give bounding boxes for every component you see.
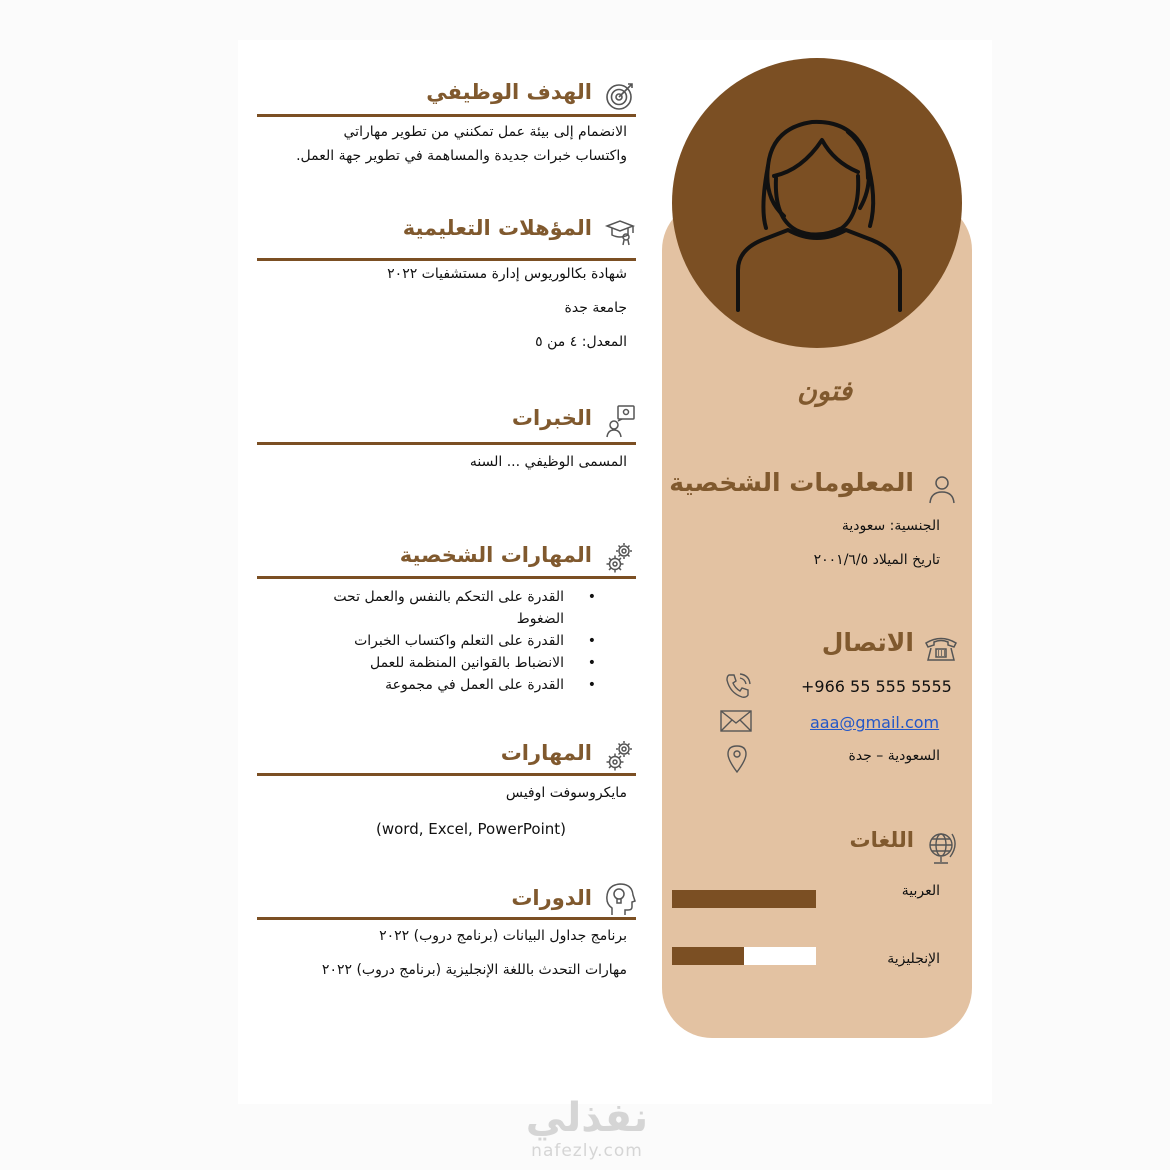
profile-name: فتون [797, 376, 852, 407]
phone-icon [724, 672, 752, 700]
language-bar-english [672, 947, 816, 965]
courses-rule [257, 917, 636, 920]
personal-skills-rule [257, 576, 636, 579]
education-title: المؤهلات التعليمية [402, 216, 592, 240]
watermark-arabic: نفذلي [525, 1095, 649, 1141]
gears-icon [606, 542, 634, 574]
avatar [672, 58, 962, 348]
objective-rule [257, 114, 636, 117]
skills-line-1: مايكروسوفت اوفيس [505, 785, 627, 801]
experience-line: المسمى الوظيفي ... السنه [469, 454, 627, 470]
education-university: جامعة جدة [564, 300, 627, 316]
watermark-latin: nafezly.com [531, 1141, 643, 1161]
language-bar-arabic [672, 890, 816, 908]
personal-skills-title: المهارات الشخصية [399, 543, 592, 567]
skills-title: المهارات [500, 741, 592, 765]
birth-date: تاريخ الميلاد ٢٠٠١/٦/٥ [813, 552, 940, 568]
envelope-icon [720, 710, 752, 732]
language-name-arabic: العربية [901, 883, 940, 899]
course-item-2: مهارات التحدث باللغة الإنجليزية (برنامج دروب) ٢٠٢٢ [321, 962, 627, 978]
language-bar-fill [672, 947, 744, 965]
skills-rule [257, 773, 636, 776]
email-link[interactable]: aaa@gmail.com [810, 713, 940, 732]
personal-info-title: المعلومات الشخصية [669, 468, 914, 497]
language-bar-fill [672, 890, 816, 908]
location: السعودية – جدة [848, 748, 940, 764]
experience-rule [257, 442, 636, 445]
languages-title: اللغات [849, 828, 914, 852]
education-rule [257, 258, 636, 261]
watermark [512, 1096, 662, 1162]
experience-title: الخبرات [511, 406, 592, 430]
telephone-icon [924, 634, 958, 662]
education-degree: شهادة بكالوريوس إدارة مستشفيات ٢٠٢٢ [387, 266, 627, 282]
language-name-english: الإنجليزية [887, 951, 940, 967]
list-item: • الانضباط بالقوانين المنظمة للعمل [320, 652, 580, 674]
list-item: • القدرة على التحكم بالنفس والعمل تحت الضغوط [320, 586, 580, 630]
objective-title: الهدف الوظيفي [426, 80, 592, 104]
contact-title: الاتصال [821, 628, 914, 657]
head-bulb-icon [604, 882, 636, 916]
nationality: الجنسية: سعودية [841, 518, 940, 534]
course-item-1: برنامج جداول البيانات (برنامج دروب) ٢٠٢٢ [379, 928, 627, 944]
phone-number: +966 55 555 5555 [801, 677, 952, 696]
globe-icon [926, 830, 958, 866]
woman-avatar-icon [672, 58, 962, 348]
idea-person-icon [606, 404, 636, 438]
target-icon [604, 80, 636, 112]
person-icon [928, 474, 956, 504]
skills-line-2: (word, Excel, PowerPoint) [376, 820, 566, 838]
objective-line-1: الانضمام إلى بيئة عمل تمكنني من تطوير مهاراتي [343, 124, 627, 140]
list-item: • القدرة على العمل في مجموعة [320, 674, 580, 696]
gears-icon [606, 740, 634, 772]
location-pin-icon [726, 744, 748, 774]
education-gpa: المعدل: ٤ من ٥ [535, 334, 627, 350]
courses-title: الدورات [511, 886, 592, 910]
personal-skills-list [320, 586, 580, 696]
list-item: • القدرة على التعلم واكتساب الخبرات [320, 630, 580, 652]
graduation-icon [604, 218, 636, 246]
objective-line-2: واكتساب خبرات جديدة والمساهمة في تطوير جهة العمل. [296, 148, 627, 164]
